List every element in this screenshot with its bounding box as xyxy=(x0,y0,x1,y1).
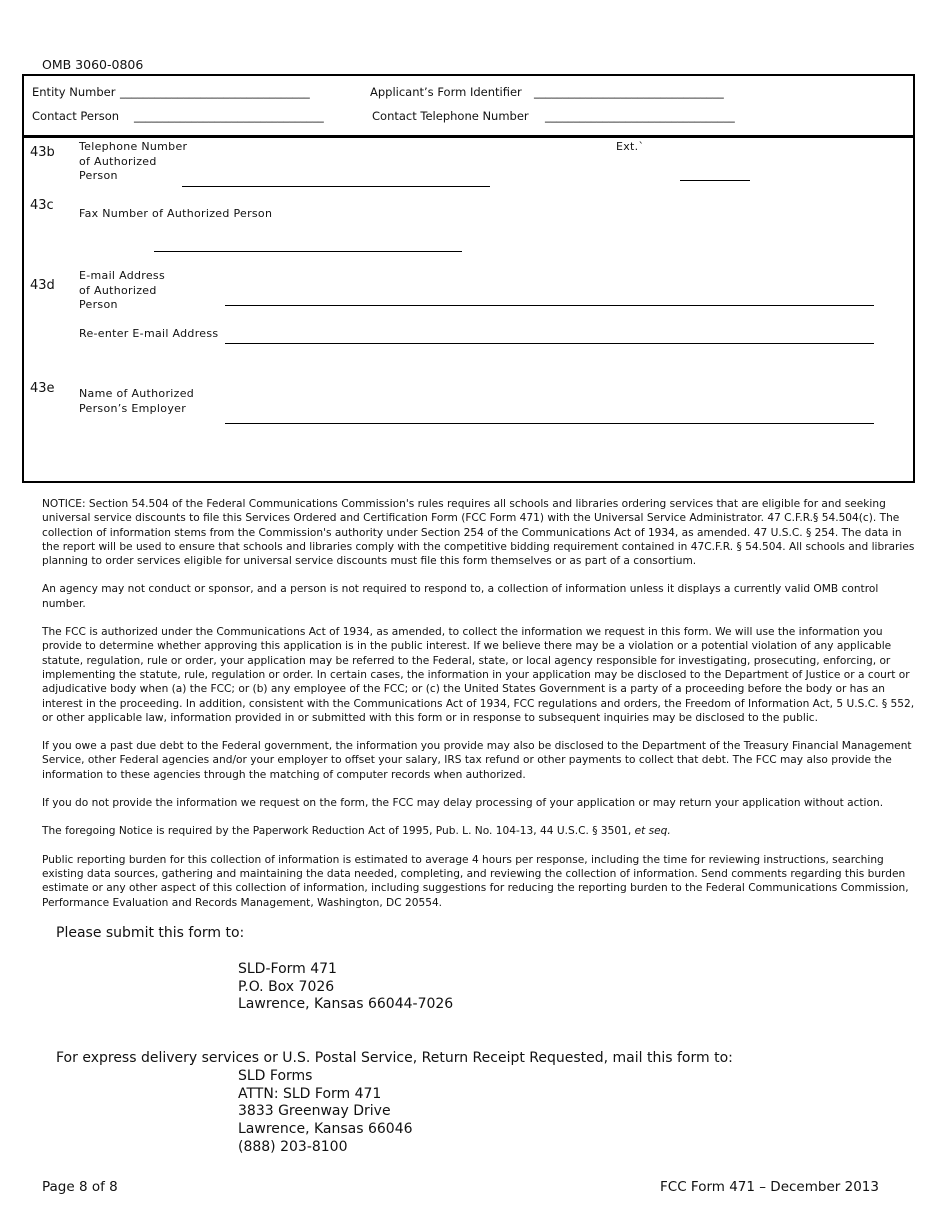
form-identifier-label: Applicant’s Form Identifier xyxy=(370,85,522,99)
notice-paragraph: If you do not provide the information we request on the form, the FCC may delay processing of your application or may return your application without action. xyxy=(42,797,884,810)
employer-field[interactable] xyxy=(225,423,874,424)
email-field[interactable] xyxy=(225,305,874,306)
form-identifier-field[interactable]: _________________________________ xyxy=(534,85,724,99)
contact-person-field[interactable]: _________________________________ xyxy=(134,109,324,123)
notice-paragraph: The FCC is authorized under the Communications Act of 1934, as amended, to collect the information we request in this form. We will use the information you provide to determine whether approving this application is in the public interest. If we believe there may be a violation or a potential violation of any applicable statute, regulation, rule or order, your application may be referred to the Federal, state, or local agency responsible for investigating, prosecuting, enforcing, or implementing the statute, rule, regulation or order. In certain cases, the information in your application may be disclosed to the Department of Justice or a court or adjudicative body when (a) the FCC; or (b) any employee of the FCC; or (c) the United States Government is a party of a proceeding before the body or has an interest in the proceeding. In addition, consistent with the Communications Act of 1934, FCC regulations and orders, the Freedom of Information Act, 5 U.S.C. § 552, or other applicable law, information provided in or submitted with this form or in response to subsequent inquiries may be disclosed to the public. xyxy=(42,626,915,724)
item-number-43d: 43d xyxy=(30,278,55,293)
paperwork-notice xyxy=(42,497,922,924)
entity-number-label: Entity Number xyxy=(32,85,116,99)
telephone-label: Telephone Number of Authorized Person xyxy=(79,140,188,182)
form-version: FCC Form 471 – December 2013 xyxy=(660,1179,879,1195)
submit-heading: Please submit this form to: xyxy=(56,925,245,941)
authorized-person-box xyxy=(22,135,915,483)
notice-paragraph: An agency may not conduct or sponsor, and a person is not required to respond to, a collection of information unless it displays a currently valid OMB control number. xyxy=(42,583,879,610)
notice-paragraph: If you owe a past due debt to the Federal government, the information you provide may also be disclosed to the Department of the Treasury Financial Management Service, other Federal agencies and/or your employer to offset your salary, IRS tax refund or other payments to collect that debt. The FCC may also provide the information to these agencies through the matching of computer records when authorized. xyxy=(42,740,912,781)
mailing-address: SLD-Form 471 P.O. Box 7026 Lawrence, Kansas 66044-7026 xyxy=(238,961,454,1013)
express-address: SLD Forms ATTN: SLD Form 471 3833 Greenway Drive Lawrence, Kansas 66046 (888) 203-8100 xyxy=(238,1068,413,1155)
email-label: E-mail Address of Authorized Person xyxy=(79,269,165,311)
express-heading: For express delivery services or U.S. Postal Service, Return Receipt Requested, mail this form to: xyxy=(56,1050,733,1066)
telephone-field[interactable] xyxy=(182,186,490,187)
item-number-43c: 43c xyxy=(30,198,54,213)
entity-number-field[interactable]: _________________________________ xyxy=(120,85,310,99)
item-number-43b: 43b xyxy=(30,145,55,160)
reenter-email-field[interactable] xyxy=(225,343,874,344)
contact-header-box xyxy=(22,74,915,138)
item-number-43e: 43e xyxy=(30,381,55,396)
contact-person-label: Contact Person xyxy=(32,109,120,123)
reenter-email-label: Re-enter E-mail Address xyxy=(79,327,219,340)
notice-paragraph: Public reporting burden for this collection of information is estimated to average 4 hours per response, including the time for reviewing instructions, searching existing data sources, gathering and maintaining the data needed, completing, and reviewing the collection of information. Send comments regarding this burden estimate or any other aspect of this collection of information, including suggestions for reducing the reporting burden to the Federal Communications Commission, Performance Evaluation and Records Management, Washington, DC 20554. xyxy=(42,853,909,909)
contact-phone-field[interactable]: _________________________________ xyxy=(545,109,735,123)
fax-field[interactable] xyxy=(154,251,462,252)
page-number: Page 8 of 8 xyxy=(42,1179,118,1195)
notice-paragraph: The foregoing Notice is required by the Paperwork Reduction Act of 1995, Pub. L. No. 104-13, 44 U.S.C. § 3501, et seq. xyxy=(42,825,671,838)
ext-field[interactable] xyxy=(680,180,750,181)
fax-label: Fax Number of Authorized Person xyxy=(79,207,273,220)
omb-number: OMB 3060-0806 xyxy=(42,57,144,72)
ext-label: Ext.` xyxy=(616,140,645,153)
notice-paragraph: NOTICE: Section 54.504 of the Federal Communications Commission's rules requires all schools and libraries ordering services that are eligible for and seeking universal service discounts to file this Services Ordered and Certification Form (FCC Form 471) with the Universal Service Administrator. 47 C.F.R.§ 54.504(c). The collection of information stems from the Commission's authority under Section 254 of the Communications Act of 1934, as amended. 47 U.S.C. § 254. The data in the report will be used to ensure that schools and libraries comply with the competitive bidding requirement contained in 47C.F.R. § 54.504. All schools and libraries planning to order services eligible for universal service discounts must file this form themselves or as part of a consortium. xyxy=(42,498,915,568)
employer-label: Name of Authorized Person’s Employer xyxy=(79,387,195,415)
contact-phone-label: Contact Telephone Number xyxy=(372,109,529,123)
